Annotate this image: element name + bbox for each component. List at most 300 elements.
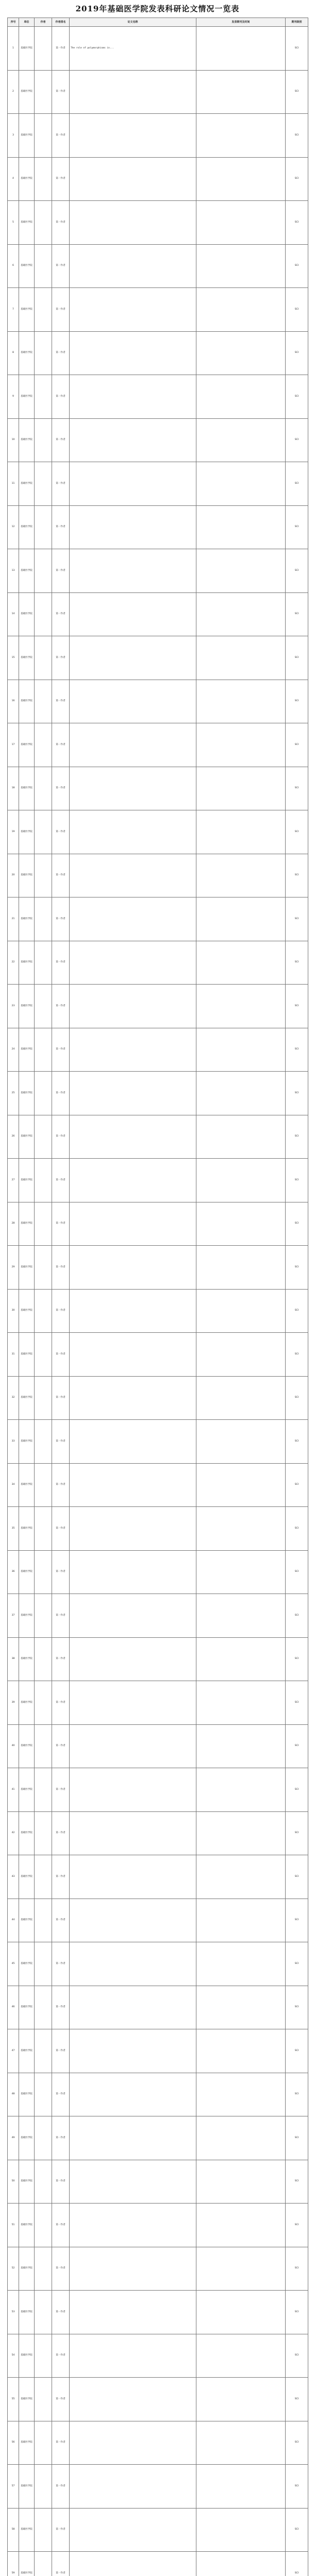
cell-index: 23 — [8, 985, 19, 1028]
cell-index: 2 — [8, 70, 19, 114]
cell-author-rank: 第一作者 — [52, 1246, 70, 1290]
cell-paper-title — [70, 201, 196, 245]
cell-paper-title — [70, 1289, 196, 1333]
cell-level: SCI — [286, 1942, 308, 1986]
cell-index: 25 — [8, 1072, 19, 1115]
cell-author — [35, 1202, 52, 1246]
cell-paper-title — [70, 592, 196, 636]
table-row — [8, 680, 308, 723]
cell-unit: 基础医学院 — [19, 2508, 35, 2552]
cell-author — [35, 636, 52, 680]
cell-unit: 基础医学院 — [19, 1986, 35, 2029]
cell-author-rank: 第一作者 — [52, 2247, 70, 2291]
cell-journal — [196, 723, 286, 767]
cell-index: 55 — [8, 2378, 19, 2421]
table-row — [8, 157, 308, 201]
cell-paper-title — [70, 1376, 196, 1420]
cell-author-rank: 第一作者 — [52, 288, 70, 332]
cell-level: SCI — [286, 505, 308, 549]
cell-journal — [196, 1681, 286, 1725]
cell-paper-title — [70, 1637, 196, 1681]
cell-author-rank: 第一作者 — [52, 680, 70, 723]
cell-journal — [196, 1420, 286, 1464]
cell-author — [35, 897, 52, 941]
cell-index: 30 — [8, 1289, 19, 1333]
cell-index: 47 — [8, 2029, 19, 2073]
cell-author — [35, 1594, 52, 1638]
cell-author — [35, 2029, 52, 2073]
table-row — [8, 1942, 308, 1986]
cell-index: 13 — [8, 549, 19, 593]
cell-journal — [196, 1986, 286, 2029]
cell-author — [35, 505, 52, 549]
cell-index: 20 — [8, 854, 19, 897]
cell-author-rank: 第一作者 — [52, 114, 70, 158]
cell-unit: 基础医学院 — [19, 375, 35, 419]
cell-journal — [196, 767, 286, 810]
table-row — [8, 1159, 308, 1202]
cell-paper-title — [70, 636, 196, 680]
cell-index: 36 — [8, 1550, 19, 1594]
table-row — [8, 1115, 308, 1159]
cell-unit: 基础医学院 — [19, 1942, 35, 1986]
cell-unit: 基础医学院 — [19, 2247, 35, 2291]
cell-author-rank: 第一作者 — [52, 2465, 70, 2509]
cell-index: 40 — [8, 1724, 19, 1768]
cell-level: SCI — [286, 1594, 308, 1638]
cell-journal — [196, 2160, 286, 2204]
cell-unit: 基础医学院 — [19, 1637, 35, 1681]
cell-author-rank: 第一作者 — [52, 1159, 70, 1202]
cell-paper-title — [70, 2029, 196, 2073]
cell-unit: 基础医学院 — [19, 680, 35, 723]
cell-author — [35, 70, 52, 114]
table-row — [8, 2378, 308, 2421]
cell-author — [35, 1899, 52, 1942]
cell-author — [35, 1550, 52, 1594]
cell-unit: 基础医学院 — [19, 1028, 35, 1072]
cell-author-rank: 第一作者 — [52, 244, 70, 288]
cell-author-rank: 第一作者 — [52, 854, 70, 897]
cell-author-rank: 第一作者 — [52, 1681, 70, 1725]
cell-paper-title: The role of polymorphisms in... — [70, 27, 196, 71]
cell-author — [35, 2204, 52, 2247]
cell-paper-title — [70, 767, 196, 810]
table-row — [8, 767, 308, 810]
cell-level: SCI — [286, 462, 308, 506]
cell-author — [35, 1333, 52, 1377]
table-row — [8, 1507, 308, 1551]
cell-unit: 基础医学院 — [19, 1463, 35, 1507]
cell-author-rank: 第一作者 — [52, 1899, 70, 1942]
cell-author — [35, 244, 52, 288]
cell-paper-title — [70, 1072, 196, 1115]
cell-index: 17 — [8, 723, 19, 767]
cell-journal — [196, 1855, 286, 1899]
cell-journal — [196, 1202, 286, 1246]
cell-level: SCI — [286, 288, 308, 332]
table-row — [8, 114, 308, 158]
table-row — [8, 2465, 308, 2509]
cell-paper-title — [70, 2160, 196, 2204]
cell-journal — [196, 2291, 286, 2334]
cell-author-rank: 第一作者 — [52, 1028, 70, 1072]
cell-author — [35, 201, 52, 245]
cell-level: SCI — [286, 244, 308, 288]
cell-level: SCI — [286, 331, 308, 375]
table-row — [8, 2204, 308, 2247]
cell-level: SCI — [286, 1115, 308, 1159]
cell-paper-title — [70, 2552, 196, 2576]
cell-author — [35, 1115, 52, 1159]
table-row — [8, 897, 308, 941]
cell-journal — [196, 2378, 286, 2421]
table-row — [8, 1028, 308, 1072]
cell-index: 43 — [8, 1855, 19, 1899]
cell-level: SCI — [286, 2465, 308, 2509]
cell-unit: 基础医学院 — [19, 1855, 35, 1899]
cell-journal — [196, 2247, 286, 2291]
cell-paper-title — [70, 2334, 196, 2378]
cell-paper-title — [70, 462, 196, 506]
cell-unit: 基础医学院 — [19, 2421, 35, 2465]
cell-author — [35, 2552, 52, 2576]
cell-level: SCI — [286, 723, 308, 767]
cell-index: 52 — [8, 2247, 19, 2291]
cell-journal — [196, 1289, 286, 1333]
cell-author-rank: 第一作者 — [52, 70, 70, 114]
cell-level: SCI — [286, 1246, 308, 1290]
cell-journal — [196, 2073, 286, 2116]
cell-paper-title — [70, 1202, 196, 1246]
table-row — [8, 723, 308, 767]
cell-level: SCI — [286, 2421, 308, 2465]
table-row — [8, 2247, 308, 2291]
page-title: 2019年基础医学院发表科研论文情况一览表 — [75, 4, 240, 13]
cell-level: SCI — [286, 1333, 308, 1377]
cell-journal — [196, 810, 286, 854]
cell-journal — [196, 375, 286, 419]
cell-paper-title — [70, 1899, 196, 1942]
cell-index: 19 — [8, 810, 19, 854]
cell-level: SCI — [286, 114, 308, 158]
cell-level: SCI — [286, 2116, 308, 2160]
cell-journal — [196, 1768, 286, 1812]
cell-journal — [196, 1115, 286, 1159]
cell-author-rank: 第一作者 — [52, 2334, 70, 2378]
cell-unit: 基础医学院 — [19, 1594, 35, 1638]
cell-index: 15 — [8, 636, 19, 680]
cell-level: SCI — [286, 2160, 308, 2204]
cell-paper-title — [70, 331, 196, 375]
cell-level: SCI — [286, 1724, 308, 1768]
cell-paper-title — [70, 1855, 196, 1899]
cell-level: SCI — [286, 2029, 308, 2073]
cell-unit: 基础医学院 — [19, 2029, 35, 2073]
cell-author — [35, 418, 52, 462]
cell-author — [35, 680, 52, 723]
header-unit: 单位 — [19, 18, 35, 27]
cell-paper-title — [70, 288, 196, 332]
cell-author — [35, 1855, 52, 1899]
cell-level: SCI — [286, 2291, 308, 2334]
cell-journal — [196, 1463, 286, 1507]
cell-index: 54 — [8, 2334, 19, 2378]
table-row — [8, 1463, 308, 1507]
cell-author-rank: 第一作者 — [52, 549, 70, 593]
cell-author — [35, 462, 52, 506]
cell-author — [35, 2465, 52, 2509]
cell-unit: 基础医学院 — [19, 2334, 35, 2378]
table-row — [8, 2160, 308, 2204]
cell-author — [35, 288, 52, 332]
cell-index: 32 — [8, 1376, 19, 1420]
cell-unit: 基础医学院 — [19, 941, 35, 985]
table-row — [8, 1376, 308, 1420]
cell-author-rank: 第一作者 — [52, 1420, 70, 1464]
cell-unit: 基础医学院 — [19, 1202, 35, 1246]
cell-index: 3 — [8, 114, 19, 158]
cell-author-rank: 第一作者 — [52, 810, 70, 854]
cell-paper-title — [70, 680, 196, 723]
cell-unit: 基础医学院 — [19, 2291, 35, 2334]
cell-paper-title — [70, 1463, 196, 1507]
cell-journal — [196, 1507, 286, 1551]
cell-author-rank: 第一作者 — [52, 2116, 70, 2160]
cell-level: SCI — [286, 1637, 308, 1681]
cell-author-rank: 第一作者 — [52, 1637, 70, 1681]
cell-index: 7 — [8, 288, 19, 332]
cell-level: SCI — [286, 1899, 308, 1942]
cell-unit: 基础医学院 — [19, 592, 35, 636]
cell-author — [35, 1637, 52, 1681]
cell-author — [35, 2291, 52, 2334]
table-row — [8, 331, 308, 375]
cell-journal — [196, 331, 286, 375]
cell-paper-title — [70, 2508, 196, 2552]
cell-index: 31 — [8, 1333, 19, 1377]
table-row — [8, 1855, 308, 1899]
cell-index: 38 — [8, 1637, 19, 1681]
table-row — [8, 1681, 308, 1725]
cell-author — [35, 810, 52, 854]
cell-paper-title — [70, 854, 196, 897]
table-row — [8, 1637, 308, 1681]
cell-level: SCI — [286, 2552, 308, 2576]
cell-paper-title — [70, 2204, 196, 2247]
cell-journal — [196, 1072, 286, 1115]
cell-journal — [196, 70, 286, 114]
cell-journal — [196, 1724, 286, 1768]
cell-paper-title — [70, 114, 196, 158]
cell-level: SCI — [286, 1550, 308, 1594]
cell-unit: 基础医学院 — [19, 331, 35, 375]
cell-paper-title — [70, 810, 196, 854]
cell-level: SCI — [286, 1855, 308, 1899]
cell-level: SCI — [286, 1289, 308, 1333]
cell-paper-title — [70, 1681, 196, 1725]
cell-index: 35 — [8, 1507, 19, 1551]
cell-paper-title — [70, 985, 196, 1028]
cell-author — [35, 1942, 52, 1986]
table-row — [8, 1811, 308, 1855]
cell-index: 51 — [8, 2204, 19, 2247]
cell-author — [35, 1376, 52, 1420]
table-row — [8, 1724, 308, 1768]
cell-paper-title — [70, 1333, 196, 1377]
cell-author — [35, 2378, 52, 2421]
cell-paper-title — [70, 941, 196, 985]
cell-author-rank: 第一作者 — [52, 2291, 70, 2334]
cell-level: SCI — [286, 201, 308, 245]
table-row — [8, 2508, 308, 2552]
cell-author-rank: 第一作者 — [52, 1333, 70, 1377]
cell-unit: 基础医学院 — [19, 157, 35, 201]
table-row — [8, 505, 308, 549]
cell-paper-title — [70, 897, 196, 941]
cell-level: SCI — [286, 810, 308, 854]
header-journal: 发表期刊及时间 — [196, 18, 286, 27]
cell-index: 16 — [8, 680, 19, 723]
table-row — [8, 1550, 308, 1594]
cell-level: SCI — [286, 2204, 308, 2247]
cell-journal — [196, 2552, 286, 2576]
cell-journal — [196, 636, 286, 680]
cell-unit: 基础医学院 — [19, 1507, 35, 1551]
cell-author — [35, 2421, 52, 2465]
cell-author-rank: 第一作者 — [52, 2552, 70, 2576]
cell-index: 28 — [8, 1202, 19, 1246]
cell-index: 18 — [8, 767, 19, 810]
cell-unit: 基础医学院 — [19, 244, 35, 288]
cell-index: 53 — [8, 2291, 19, 2334]
cell-index: 22 — [8, 941, 19, 985]
table-row — [8, 2073, 308, 2116]
cell-author-rank: 第一作者 — [52, 375, 70, 419]
cell-journal — [196, 114, 286, 158]
table-row — [8, 1072, 308, 1115]
cell-unit: 基础医学院 — [19, 201, 35, 245]
cell-level: SCI — [286, 1681, 308, 1725]
cell-index: 45 — [8, 1942, 19, 1986]
cell-level: SCI — [286, 2247, 308, 2291]
cell-index: 48 — [8, 2073, 19, 2116]
cell-paper-title — [70, 2073, 196, 2116]
cell-author-rank: 第一作者 — [52, 636, 70, 680]
cell-author-rank: 第一作者 — [52, 505, 70, 549]
cell-author — [35, 549, 52, 593]
table-row — [8, 1899, 308, 1942]
cell-level: SCI — [286, 1028, 308, 1072]
cell-unit: 基础医学院 — [19, 505, 35, 549]
cell-journal — [196, 288, 286, 332]
cell-author-rank: 第一作者 — [52, 1550, 70, 1594]
cell-paper-title — [70, 2378, 196, 2421]
cell-unit: 基础医学院 — [19, 854, 35, 897]
cell-journal — [196, 201, 286, 245]
cell-author — [35, 375, 52, 419]
cell-index: 24 — [8, 1028, 19, 1072]
cell-author — [35, 2247, 52, 2291]
cell-level: SCI — [286, 70, 308, 114]
cell-author-rank: 第一作者 — [52, 462, 70, 506]
cell-journal — [196, 854, 286, 897]
cell-journal — [196, 1159, 286, 1202]
cell-author — [35, 723, 52, 767]
table-row — [8, 244, 308, 288]
cell-author — [35, 1072, 52, 1115]
cell-unit: 基础医学院 — [19, 1246, 35, 1290]
cell-journal — [196, 1028, 286, 1072]
cell-author-rank: 第一作者 — [52, 201, 70, 245]
table-row — [8, 941, 308, 985]
cell-unit: 基础医学院 — [19, 2378, 35, 2421]
cell-unit: 基础医学院 — [19, 288, 35, 332]
header-author: 作者 — [35, 18, 52, 27]
cell-author — [35, 2116, 52, 2160]
cell-unit: 基础医学院 — [19, 1768, 35, 1812]
cell-unit: 基础医学院 — [19, 636, 35, 680]
cell-author-rank: 第一作者 — [52, 2073, 70, 2116]
cell-unit: 基础医学院 — [19, 897, 35, 941]
table-row — [8, 201, 308, 245]
header-author-rank: 作者排名 — [52, 18, 70, 27]
cell-index: 57 — [8, 2465, 19, 2509]
cell-index: 29 — [8, 1246, 19, 1290]
cell-index: 56 — [8, 2421, 19, 2465]
cell-unit: 基础医学院 — [19, 418, 35, 462]
cell-unit: 基础医学院 — [19, 1289, 35, 1333]
cell-index: 1 — [8, 27, 19, 71]
cell-author-rank: 第一作者 — [52, 2160, 70, 2204]
cell-level: SCI — [286, 941, 308, 985]
cell-index: 10 — [8, 418, 19, 462]
cell-author — [35, 1507, 52, 1551]
cell-paper-title — [70, 549, 196, 593]
cell-index: 39 — [8, 1681, 19, 1725]
cell-author-rank: 第一作者 — [52, 2204, 70, 2247]
cell-author-rank: 第一作者 — [52, 1855, 70, 1899]
table-row — [8, 1420, 308, 1464]
cell-index: 27 — [8, 1159, 19, 1202]
table-row — [8, 549, 308, 593]
cell-journal — [196, 1333, 286, 1377]
cell-level: SCI — [286, 636, 308, 680]
cell-level: SCI — [286, 418, 308, 462]
cell-author — [35, 1681, 52, 1725]
cell-author-rank: 第一作者 — [52, 592, 70, 636]
cell-unit: 基础医学院 — [19, 1159, 35, 1202]
cell-journal — [196, 1550, 286, 1594]
table-row — [8, 2291, 308, 2334]
cell-paper-title — [70, 1159, 196, 1202]
table-row — [8, 1333, 308, 1377]
cell-unit: 基础医学院 — [19, 2552, 35, 2576]
cell-journal — [196, 2116, 286, 2160]
table-row — [8, 592, 308, 636]
cell-author-rank: 第一作者 — [52, 1724, 70, 1768]
cell-author-rank: 第一作者 — [52, 331, 70, 375]
cell-index: 21 — [8, 897, 19, 941]
cell-journal — [196, 157, 286, 201]
cell-paper-title — [70, 723, 196, 767]
cell-author-rank: 第一作者 — [52, 985, 70, 1028]
cell-index: 5 — [8, 201, 19, 245]
cell-author — [35, 2160, 52, 2204]
cell-level: SCI — [286, 27, 308, 71]
cell-level: SCI — [286, 1463, 308, 1507]
table-row — [8, 985, 308, 1028]
